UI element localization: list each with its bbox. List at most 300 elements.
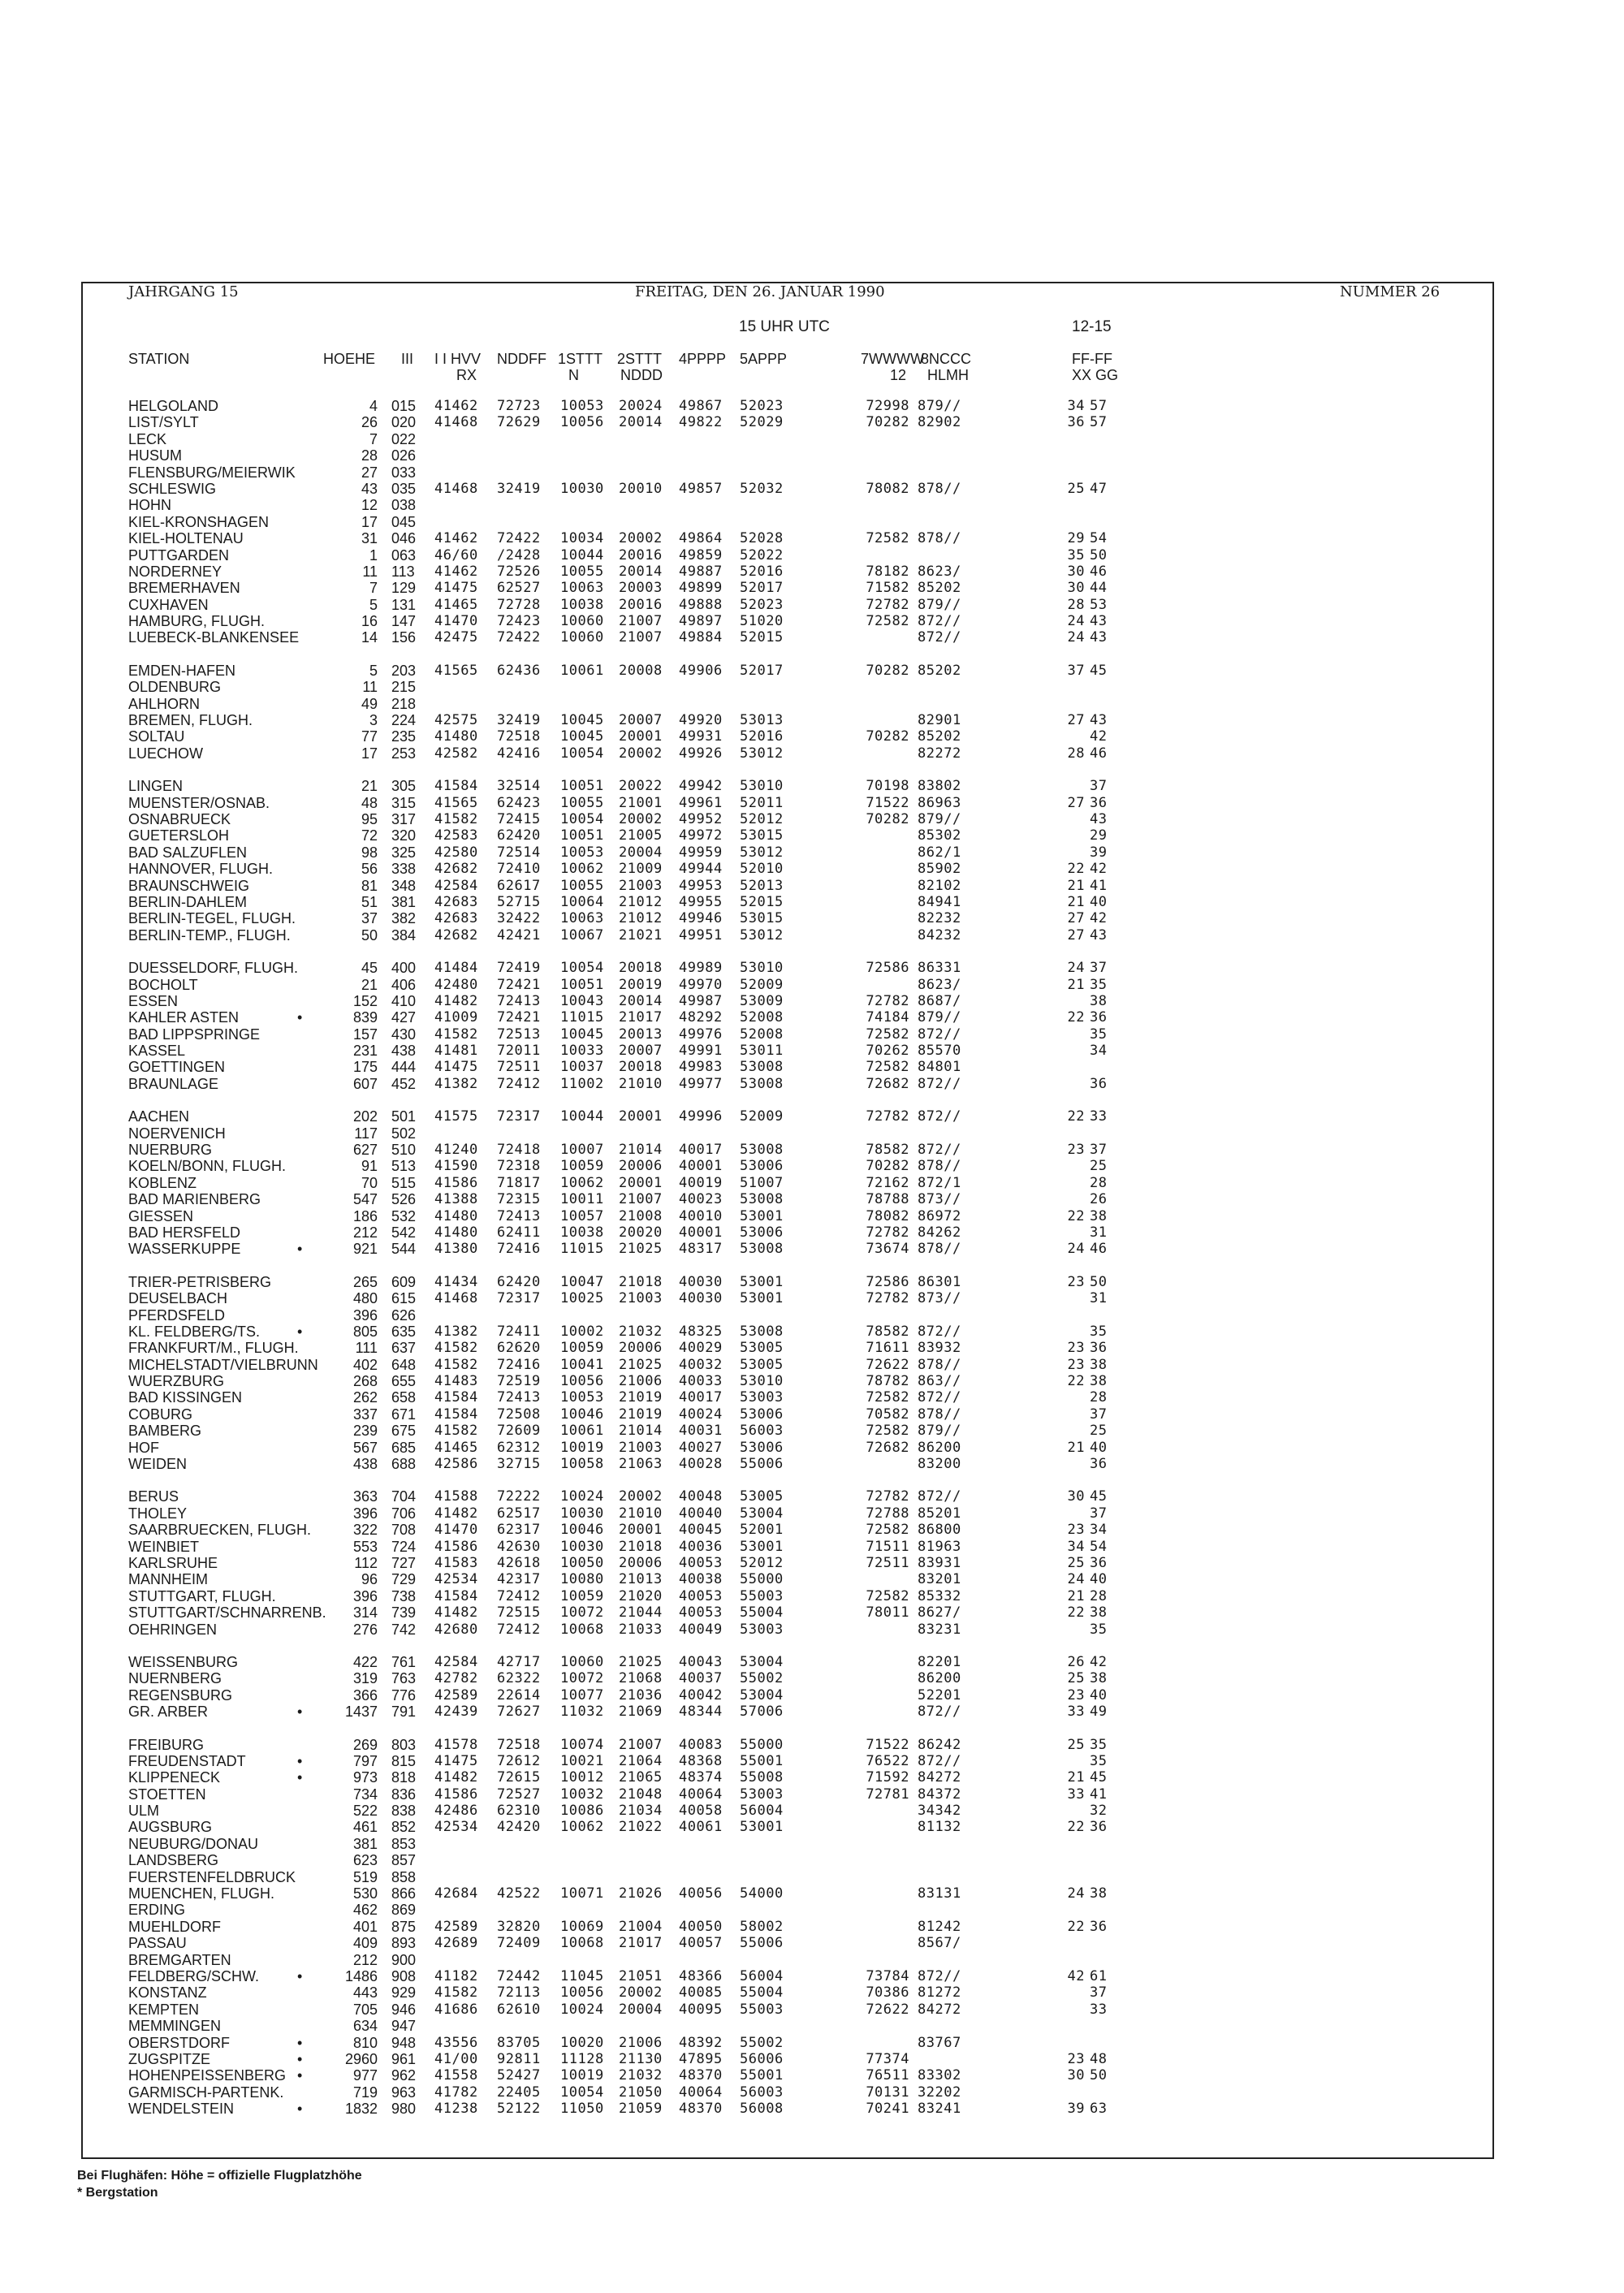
station-id: 818	[391, 1769, 417, 1786]
header-station: STATION	[128, 351, 190, 367]
group-8: 86301	[918, 1273, 961, 1290]
station-table	[0, 398, 1624, 2118]
group-2: 72518	[497, 1736, 541, 1753]
group-1: 41584	[434, 778, 478, 795]
wind-ff: 25	[1067, 1670, 1085, 1687]
group-1: 42480	[434, 976, 478, 993]
station-name: HAMBURG, FLUGH.	[128, 613, 266, 630]
group-4: 20013	[619, 1026, 663, 1043]
table-row	[0, 1108, 1624, 1125]
group-2: 83705	[497, 2034, 541, 2051]
group-7: 78788	[866, 1191, 909, 1208]
wind-ff: 30	[1067, 563, 1085, 580]
group-7: 70386	[866, 1984, 909, 2002]
table-row	[0, 1769, 1624, 1786]
elevation: 973	[352, 1769, 378, 1786]
group-5: 40053	[679, 1587, 723, 1604]
group-8: 85570	[918, 1043, 961, 1060]
group-2: 42630	[497, 1538, 541, 1555]
table-row	[0, 1456, 1624, 1472]
group-5: 40045	[679, 1522, 723, 1539]
table-row	[0, 745, 1624, 762]
station-id: 648	[391, 1356, 417, 1373]
wind-gg: 54	[1090, 1538, 1108, 1555]
group-1: 41462	[434, 563, 478, 580]
group-2: 42717	[497, 1653, 541, 1670]
header-g3a: 1STTT	[558, 351, 603, 367]
group-2: 72416	[497, 1241, 541, 1258]
header-g3b: N	[568, 367, 579, 383]
group-1: 41382	[434, 1075, 478, 1092]
group-1: 41480	[434, 1224, 478, 1241]
header-g1b: RX	[456, 367, 477, 383]
station-name: LANDSBERG	[128, 1852, 219, 1869]
wind-gg: 29	[1090, 827, 1108, 844]
group-5: 49942	[679, 778, 723, 795]
station-id: 235	[391, 728, 417, 745]
table-row	[0, 977, 1624, 993]
table-row	[0, 778, 1624, 794]
group-2: 32820	[497, 1918, 541, 1935]
station-id: 129	[391, 580, 417, 597]
station-name: NUERBURG	[128, 1142, 213, 1159]
wind-gg: 36	[1090, 1819, 1108, 1836]
group-6: 53012	[740, 844, 784, 861]
elevation: 530	[352, 1885, 378, 1902]
group-3: 10067	[560, 926, 604, 944]
group-8: 872//	[918, 1967, 961, 1984]
group-3: 10030	[560, 1505, 604, 1522]
station-id: 961	[391, 2050, 417, 2067]
group-1: 41380	[434, 1241, 478, 1258]
elevation: 381	[352, 1835, 378, 1852]
group-6: 53015	[740, 910, 784, 927]
group-2: 22614	[497, 1686, 541, 1704]
group-6: 52016	[740, 728, 784, 745]
group-7: 70282	[866, 810, 909, 827]
group-6: 53010	[740, 778, 784, 795]
wind-ff: 39	[1067, 2101, 1085, 2118]
group-7: 78082	[866, 1207, 909, 1224]
table-row	[0, 728, 1624, 745]
group-3: 10041	[560, 1356, 604, 1373]
wind-ff: 30	[1067, 1488, 1085, 1505]
station-id: 438	[391, 1043, 417, 1060]
group-5: 40085	[679, 1984, 723, 2002]
group-6: 52011	[740, 794, 784, 811]
station-id: 675	[391, 1423, 417, 1440]
group-5: 40001	[679, 1224, 723, 1241]
table-row	[0, 1704, 1624, 1720]
group-8: 84372	[918, 1786, 961, 1803]
wind-gg: 50	[1090, 1273, 1108, 1290]
table-row	[0, 1026, 1624, 1043]
group-4: 21022	[619, 1819, 663, 1836]
station-id: 626	[391, 1306, 417, 1324]
group-6: 53006	[740, 1158, 784, 1175]
wind-ff: 28	[1067, 596, 1085, 613]
station-name: EMDEN-HAFEN	[128, 662, 236, 679]
group-2: 42420	[497, 1819, 541, 1836]
group-5: 49991	[679, 1043, 723, 1060]
table-row	[0, 547, 1624, 564]
group-5: 40029	[679, 1340, 723, 1357]
group-3: 10050	[560, 1555, 604, 1571]
group-4: 20001	[619, 728, 663, 745]
group-4: 21036	[619, 1686, 663, 1704]
table-row	[0, 1919, 1624, 1935]
group-8: 878//	[918, 480, 961, 497]
group-6: 53003	[740, 1621, 784, 1638]
station-name: HOHENPEISSENBERG	[128, 2067, 287, 2084]
station-id: 063	[391, 546, 417, 564]
wind-ff: 21	[1067, 976, 1085, 993]
group-5: 49953	[679, 877, 723, 894]
group-6: 53009	[740, 992, 784, 1009]
group-8: 82272	[918, 745, 961, 762]
wind-ff: 23	[1067, 1522, 1085, 1539]
group-4: 21130	[619, 2050, 663, 2067]
wind-gg: 37	[1090, 1984, 1108, 2002]
group-5: 49977	[679, 1075, 723, 1092]
station-name: STUTTGART, FLUGH.	[128, 1587, 276, 1604]
group-3: 10060	[560, 1653, 604, 1670]
table-row	[0, 1604, 1624, 1621]
station-id: 147	[391, 613, 417, 630]
station-id: 501	[391, 1108, 417, 1125]
wind-ff: 25	[1067, 1736, 1085, 1753]
elevation: 1486	[344, 1967, 378, 1984]
station-name: KONSTANZ	[128, 1984, 207, 2002]
group-6: 52013	[740, 877, 784, 894]
elevation: 314	[352, 1604, 378, 1622]
group-2: 72728	[497, 596, 541, 613]
group-5: 49944	[679, 861, 723, 878]
table-row	[0, 878, 1624, 894]
group-8: 86331	[918, 960, 961, 977]
elevation: 112	[354, 1555, 378, 1571]
wind-gg: 28	[1090, 1389, 1108, 1406]
group-6: 56003	[740, 2084, 784, 2101]
group-4: 20002	[619, 810, 663, 827]
group-7: 74184	[866, 1009, 909, 1026]
group-5: 49952	[679, 810, 723, 827]
wind-gg: 36	[1090, 794, 1108, 811]
elevation: 607	[352, 1075, 378, 1092]
group-5: 40037	[679, 1670, 723, 1687]
wind-ff: 24	[1067, 1241, 1085, 1258]
elevation: 401	[352, 1918, 378, 1935]
group-6: 52022	[740, 546, 784, 564]
group-2: 72411	[497, 1323, 541, 1340]
group-1: 41565	[434, 794, 478, 811]
table-row	[0, 1175, 1624, 1191]
header-g5: 4PPPP	[679, 351, 727, 367]
table-row	[0, 910, 1624, 926]
footnote-mountain: * Bergstation	[77, 2186, 158, 2200]
group-4: 21025	[619, 1356, 663, 1373]
group-1: 41465	[434, 596, 478, 613]
group-4: 21025	[619, 1653, 663, 1670]
group-5: 40024	[679, 1406, 723, 1423]
group-4: 21069	[619, 1704, 663, 1721]
header-g4a: 2STTT	[617, 351, 663, 367]
group-6: 52016	[740, 563, 784, 580]
station-id: 045	[391, 513, 417, 530]
group-3: 10074	[560, 1736, 604, 1753]
group-5: 49920	[679, 712, 723, 729]
volume-label: JAHRGANG 15	[128, 283, 239, 300]
group-8: 81963	[918, 1538, 961, 1555]
group-8: 83931	[918, 1555, 961, 1571]
group-2: /2428	[497, 546, 541, 564]
group-2: 32419	[497, 712, 541, 729]
group-6: 53005	[740, 1488, 784, 1505]
station-id: 382	[391, 910, 417, 927]
group-6: 56008	[740, 2101, 784, 2118]
group-5: 49996	[679, 1108, 723, 1125]
table-row	[0, 580, 1624, 596]
group-6: 52012	[740, 1555, 784, 1571]
group-4: 20004	[619, 2001, 663, 2018]
group-4: 20016	[619, 546, 663, 564]
group-6: 56003	[740, 1423, 784, 1440]
group-5: 49972	[679, 827, 723, 844]
group-2: 72423	[497, 613, 541, 630]
wind-gg: 42	[1090, 728, 1108, 745]
group-2: 71817	[497, 1174, 541, 1191]
group-2: 72317	[497, 1108, 541, 1125]
group-6: 58002	[740, 1918, 784, 1935]
group-8: 86800	[918, 1522, 961, 1539]
wind-gg: 35	[1090, 1026, 1108, 1043]
group-4: 21012	[619, 893, 663, 910]
wind-ff: 42	[1067, 1967, 1085, 1984]
group-4: 20014	[619, 992, 663, 1009]
group-4: 21007	[619, 1736, 663, 1753]
group-2: 62420	[497, 1273, 541, 1290]
group-5: 48370	[679, 2067, 723, 2084]
group-8: 84941	[918, 893, 961, 910]
group-3: 10057	[560, 1207, 604, 1224]
group-4: 21032	[619, 1323, 663, 1340]
elevation: 3	[369, 712, 378, 729]
station-id: 908	[391, 1967, 417, 1984]
wind-gg: 48	[1090, 2050, 1108, 2067]
group-4: 21003	[619, 1439, 663, 1456]
group-5: 49822	[679, 414, 723, 431]
station-name: NOERVENICH	[128, 1125, 226, 1142]
station-id: 542	[391, 1224, 417, 1241]
group-3: 10007	[560, 1142, 604, 1159]
station-id: 615	[391, 1290, 417, 1307]
wind-gg: 26	[1090, 1191, 1108, 1208]
table-row	[0, 1076, 1624, 1092]
wind-ff: 33	[1067, 1704, 1085, 1721]
station-id: 609	[391, 1273, 417, 1290]
station-name: MANNHEIM	[128, 1571, 208, 1588]
group-4: 20002	[619, 1488, 663, 1505]
station-id: 026	[391, 447, 417, 464]
group-3: 11032	[560, 1704, 604, 1721]
wind-gg: 45	[1090, 1769, 1108, 1786]
group-2: 72222	[497, 1488, 541, 1505]
station-name: OBERSTDORF	[128, 2034, 231, 2051]
group-1: 41480	[434, 728, 478, 745]
group-6: 52029	[740, 414, 784, 431]
group-3: 11015	[560, 1009, 604, 1026]
group-6: 51020	[740, 613, 784, 630]
group-3: 10051	[560, 827, 604, 844]
group-1: 41558	[434, 2067, 478, 2084]
group-8: 872//	[918, 1108, 961, 1125]
table-row	[0, 414, 1624, 430]
group-1: 41470	[434, 1522, 478, 1539]
wind-gg: 39	[1090, 844, 1108, 861]
group-7: 71582	[866, 580, 909, 597]
group-6: 53008	[740, 1075, 784, 1092]
group-1: 41462	[434, 530, 478, 547]
elevation: 14	[361, 629, 378, 646]
station-name: MUENSTER/OSNAB.	[128, 794, 270, 811]
group-5: 49884	[679, 629, 723, 646]
wind-ff: 24	[1067, 613, 1085, 630]
station-id: 929	[391, 1984, 417, 2002]
group-4: 21044	[619, 1604, 663, 1622]
group-3: 10060	[560, 629, 604, 646]
footnote-airports: Bei Flughäfen: Höhe = offizielle Flugplatzhöhe	[77, 2169, 362, 2183]
group-2: 42618	[497, 1555, 541, 1571]
group-1: 42589	[434, 1918, 478, 1935]
group-5: 49906	[679, 662, 723, 679]
group-4: 21025	[619, 1241, 663, 1258]
group-5: 40048	[679, 1488, 723, 1505]
station-name: WEIDEN	[128, 1456, 187, 1473]
group-3: 10055	[560, 877, 604, 894]
group-8: 32202	[918, 2084, 961, 2101]
group-2: 72315	[497, 1191, 541, 1208]
wind-gg: 49	[1090, 1704, 1108, 1721]
group-3: 10038	[560, 596, 604, 613]
table-row	[0, 1307, 1624, 1324]
group-7: 72582	[866, 1059, 909, 1076]
group-3: 10056	[560, 414, 604, 431]
group-1: 42439	[434, 1704, 478, 1721]
group-7: 78782	[866, 1373, 909, 1390]
group-8: 83767	[918, 2034, 961, 2051]
station-id: 671	[391, 1406, 417, 1423]
group-1: 41590	[434, 1158, 478, 1175]
elevation: 70	[361, 1174, 378, 1191]
group-6: 52017	[740, 580, 784, 597]
group-4: 21018	[619, 1273, 663, 1290]
station-id: 900	[391, 1951, 417, 1968]
group-8: 84801	[918, 1059, 961, 1076]
station-id: 866	[391, 1885, 417, 1902]
station-name: LINGEN	[128, 778, 184, 795]
station-name: AUGSBURG	[128, 1819, 213, 1836]
station-id: 980	[391, 2101, 417, 2118]
group-4: 21021	[619, 926, 663, 944]
station-id: 317	[391, 810, 417, 827]
group-1: 41482	[434, 1769, 478, 1786]
wind-gg: 54	[1090, 530, 1108, 547]
elevation: 31	[361, 530, 378, 547]
table-row	[0, 1522, 1624, 1538]
group-4: 21009	[619, 861, 663, 878]
wind-gg: 43	[1090, 712, 1108, 729]
group-7: 72622	[866, 1356, 909, 1373]
group-1: 41586	[434, 1786, 478, 1803]
elevation: 48	[361, 794, 378, 811]
station-id: 348	[391, 877, 417, 894]
table-row	[0, 1952, 1624, 1968]
group-1: 41434	[434, 1273, 478, 1290]
group-6: 56004	[740, 1803, 784, 1820]
group-2: 52715	[497, 893, 541, 910]
elevation: 212	[352, 1224, 378, 1241]
station-name: KEMPTEN	[128, 2001, 200, 2018]
group-2: 62322	[497, 1670, 541, 1687]
elevation: 734	[352, 1786, 378, 1803]
group-8: 81132	[918, 1819, 961, 1836]
station-id: 400	[391, 960, 417, 977]
group-6: 52017	[740, 662, 784, 679]
group-8: 84262	[918, 1224, 961, 1241]
group-2: 72410	[497, 861, 541, 878]
wind-gg: 36	[1090, 1075, 1108, 1092]
wind-gg: 63	[1090, 2101, 1108, 2118]
station-name: FUERSTENFELDBRUCK	[128, 1868, 296, 1885]
group-2: 72421	[497, 1009, 541, 1026]
group-2: 62423	[497, 794, 541, 811]
group-5: 40053	[679, 1604, 723, 1622]
group-5: 40028	[679, 1456, 723, 1473]
group-8: 83302	[918, 2067, 961, 2084]
group-2: 72421	[497, 976, 541, 993]
header-ncb: HLMH	[927, 367, 970, 383]
group-6: 53006	[740, 1224, 784, 1241]
group-3: 10044	[560, 1108, 604, 1125]
table-row	[0, 481, 1624, 497]
group-5: 40030	[679, 1273, 723, 1290]
group-3: 10053	[560, 844, 604, 861]
group-4: 20006	[619, 1158, 663, 1175]
mountain-marker: •	[297, 2067, 303, 2084]
group-4: 20007	[619, 712, 663, 729]
station-id: 320	[391, 827, 417, 844]
station-id: 637	[391, 1340, 417, 1357]
wind-gg: 43	[1090, 613, 1108, 630]
group-2: 62527	[497, 580, 541, 597]
group-3: 10062	[560, 861, 604, 878]
group-5: 49989	[679, 960, 723, 977]
elevation: 239	[352, 1423, 378, 1440]
group-5: 40095	[679, 2001, 723, 2018]
group-5: 40033	[679, 1373, 723, 1390]
group-6: 52008	[740, 1026, 784, 1043]
group-7: 71522	[866, 1736, 909, 1753]
group-1: 41468	[434, 480, 478, 497]
group-1: 41584	[434, 1389, 478, 1406]
group-4: 21012	[619, 910, 663, 927]
group-5: 48368	[679, 1752, 723, 1769]
group-4: 21003	[619, 1290, 663, 1307]
wind-gg: 40	[1090, 1571, 1108, 1588]
group-1: 41240	[434, 1142, 478, 1159]
group-6: 53003	[740, 1389, 784, 1406]
station-id: 305	[391, 778, 417, 795]
